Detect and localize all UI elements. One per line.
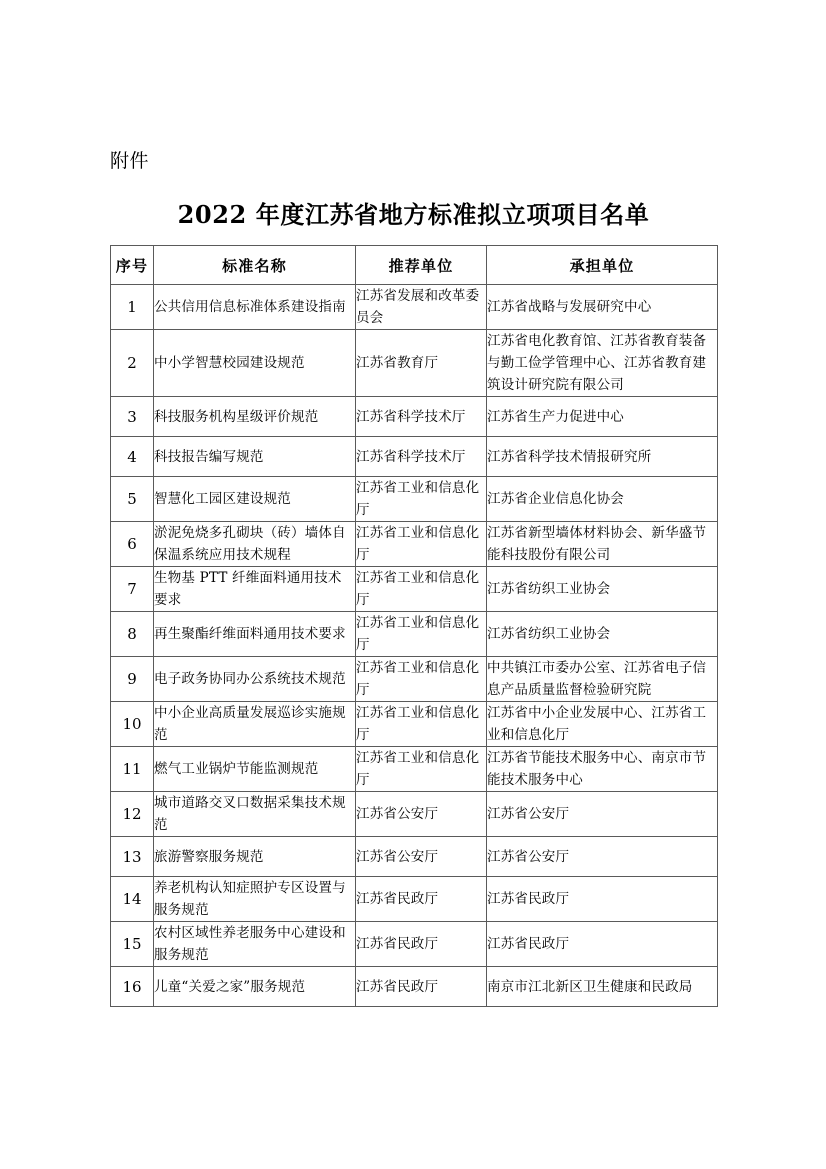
- cell-seq: 4: [111, 437, 154, 477]
- column-header-seq: 序号: [111, 246, 154, 285]
- table-row: [111, 837, 718, 877]
- cell-name: 农村区域性养老服务中心建设和服务规范: [154, 922, 356, 967]
- page-title: 2022 年度江苏省地方标准拟立项项目名单: [177, 200, 650, 229]
- cell-undertaker: 江苏省民政厅: [487, 922, 718, 967]
- cell-recommender: 江苏省民政厅: [356, 877, 487, 922]
- cell-name: 公共信用信息标准体系建设指南: [154, 285, 356, 330]
- cell-undertaker: 中共镇江市委办公室、江苏省电子信息产品质量监督检验研究院: [487, 657, 718, 702]
- cell-undertaker: 江苏省生产力促进中心: [487, 397, 718, 437]
- table-row: [111, 612, 718, 657]
- table-body: [111, 285, 718, 1007]
- table-row: [111, 657, 718, 702]
- cell-recommender: 江苏省教育厅: [356, 330, 487, 397]
- table-row: [111, 702, 718, 747]
- cell-name: 城市道路交叉口数据采集技术规范: [154, 792, 356, 837]
- cell-recommender: 江苏省工业和信息化厅: [356, 477, 487, 522]
- cell-seq: 11: [111, 747, 154, 792]
- cell-seq: 8: [111, 612, 154, 657]
- cell-seq: 7: [111, 567, 154, 612]
- attachment-label: 附件: [110, 150, 150, 172]
- cell-recommender: 江苏省工业和信息化厅: [356, 567, 487, 612]
- cell-undertaker: 江苏省中小企业发展中心、江苏省工业和信息化厅: [487, 702, 718, 747]
- cell-recommender: 江苏省工业和信息化厅: [356, 522, 487, 567]
- cell-undertaker: 江苏省企业信息化协会: [487, 477, 718, 522]
- table-row: [111, 792, 718, 837]
- column-header-name: 标准名称: [154, 246, 356, 285]
- cell-name: 电子政务协同办公系统技术规范: [154, 657, 356, 702]
- cell-recommender: 江苏省科学技术厅: [356, 397, 487, 437]
- cell-undertaker: 江苏省战略与发展研究中心: [487, 285, 718, 330]
- cell-undertaker: 江苏省民政厅: [487, 877, 718, 922]
- cell-seq: 1: [111, 285, 154, 330]
- cell-undertaker: 江苏省电化教育馆、江苏省教育装备与勤工俭学管理中心、江苏省教育建筑设计研究院有限公司: [487, 330, 718, 397]
- cell-name: 智慧化工园区建设规范: [154, 477, 356, 522]
- cell-seq: 12: [111, 792, 154, 837]
- table-row: [111, 747, 718, 792]
- table-row: [111, 522, 718, 567]
- cell-undertaker: 江苏省公安厅: [487, 837, 718, 877]
- cell-name: 科技报告编写规范: [154, 437, 356, 477]
- cell-name: 儿童“关爱之家”服务规范: [154, 967, 356, 1007]
- cell-seq: 13: [111, 837, 154, 877]
- cell-seq: 6: [111, 522, 154, 567]
- cell-seq: 14: [111, 877, 154, 922]
- table-row: [111, 967, 718, 1007]
- cell-seq: 5: [111, 477, 154, 522]
- cell-name: 养老机构认知症照护专区设置与服务规范: [154, 877, 356, 922]
- cell-seq: 16: [111, 967, 154, 1007]
- table-row: [111, 437, 718, 477]
- cell-undertaker: 江苏省科学技术情报研究所: [487, 437, 718, 477]
- table-row: [111, 877, 718, 922]
- table-row: [111, 397, 718, 437]
- cell-name: 淤泥免烧多孔砌块（砖）墙体自保温系统应用技术规程: [154, 522, 356, 567]
- table-row: [111, 477, 718, 522]
- cell-undertaker: 江苏省新型墙体材料协会、新华盛节能科技股份有限公司: [487, 522, 718, 567]
- cell-recommender: 江苏省工业和信息化厅: [356, 747, 487, 792]
- cell-seq: 3: [111, 397, 154, 437]
- standards-table: [110, 245, 718, 1007]
- cell-seq: 15: [111, 922, 154, 967]
- cell-name: 中小企业高质量发展巡诊实施规范: [154, 702, 356, 747]
- cell-recommender: 江苏省工业和信息化厅: [356, 702, 487, 747]
- standards-table-container: [110, 245, 717, 1007]
- cell-name: 科技服务机构星级评价规范: [154, 397, 356, 437]
- cell-name: 旅游警察服务规范: [154, 837, 356, 877]
- table-header-row: [111, 246, 718, 285]
- column-header-undertaker: 承担单位: [487, 246, 718, 285]
- table-row: [111, 330, 718, 397]
- cell-recommender: 江苏省民政厅: [356, 922, 487, 967]
- cell-recommender: 江苏省民政厅: [356, 967, 487, 1007]
- cell-name: 燃气工业锅炉节能监测规范: [154, 747, 356, 792]
- table-header: [111, 246, 718, 285]
- cell-undertaker: 江苏省纺织工业协会: [487, 612, 718, 657]
- cell-undertaker: 江苏省纺织工业协会: [487, 567, 718, 612]
- cell-name: 生物基 PTT 纤维面料通用技术要求: [154, 567, 356, 612]
- cell-seq: 10: [111, 702, 154, 747]
- cell-recommender: 江苏省公安厅: [356, 792, 487, 837]
- cell-recommender: 江苏省公安厅: [356, 837, 487, 877]
- table-row: [111, 567, 718, 612]
- cell-seq: 2: [111, 330, 154, 397]
- cell-recommender: 江苏省科学技术厅: [356, 437, 487, 477]
- cell-undertaker: 南京市江北新区卫生健康和民政局: [487, 967, 718, 1007]
- cell-undertaker: 江苏省公安厅: [487, 792, 718, 837]
- cell-name: 再生聚酯纤维面料通用技术要求: [154, 612, 356, 657]
- cell-recommender: 江苏省发展和改革委员会: [356, 285, 487, 330]
- cell-recommender: 江苏省工业和信息化厅: [356, 612, 487, 657]
- table-row: [111, 285, 718, 330]
- cell-recommender: 江苏省工业和信息化厅: [356, 657, 487, 702]
- column-header-recommender: 推荐单位: [356, 246, 487, 285]
- cell-name: 中小学智慧校园建设规范: [154, 330, 356, 397]
- cell-seq: 9: [111, 657, 154, 702]
- cell-undertaker: 江苏省节能技术服务中心、南京市节能技术服务中心: [487, 747, 718, 792]
- table-row: [111, 922, 718, 967]
